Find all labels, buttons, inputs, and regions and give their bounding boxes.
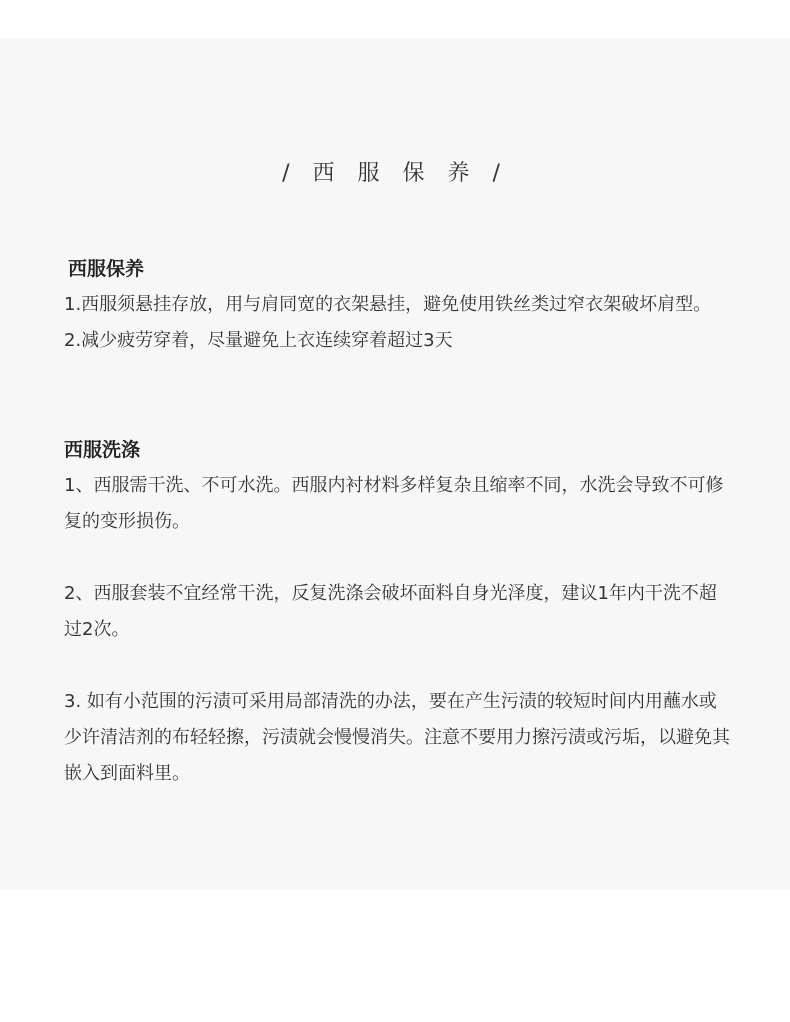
washing-item-3: 3. 如有小范围的污渍可采用局部清洗的办法，要在产生污渍的较短时间内用蘸水或少许清洁剂的布轻轻擦，污渍就会慢慢消失。注意不要用力擦污渍或污垢，以避免其嵌入到面料里。 (64, 691, 730, 784)
washing-item-2: 2、西服套装不宜经常干洗，反复洗涤会破坏面料自身光泽度，建议1年内干洗不超过2次。 (64, 583, 717, 640)
page-title: / 西 服 保 养 / (282, 161, 508, 186)
care-heading: 西服保养 (68, 258, 145, 280)
washing-heading: 西服洗涤 (64, 439, 141, 461)
care-item-1: 1.西服须悬挂存放，用与肩同宽的衣架悬挂，避免使用铁丝类过窄衣架破坏肩型。 (64, 294, 712, 315)
care-section (64, 251, 734, 359)
care-item-2: 2.减少疲劳穿着，尽量避免上衣连续穿着超过3天 (64, 330, 453, 351)
washing-section (64, 432, 734, 792)
washing-item-1: 1、西服需干洗、不可水洗。西服内衬材料多样复杂且缩率不同，水洗会导致不可修复的变形损伤。 (64, 475, 724, 532)
